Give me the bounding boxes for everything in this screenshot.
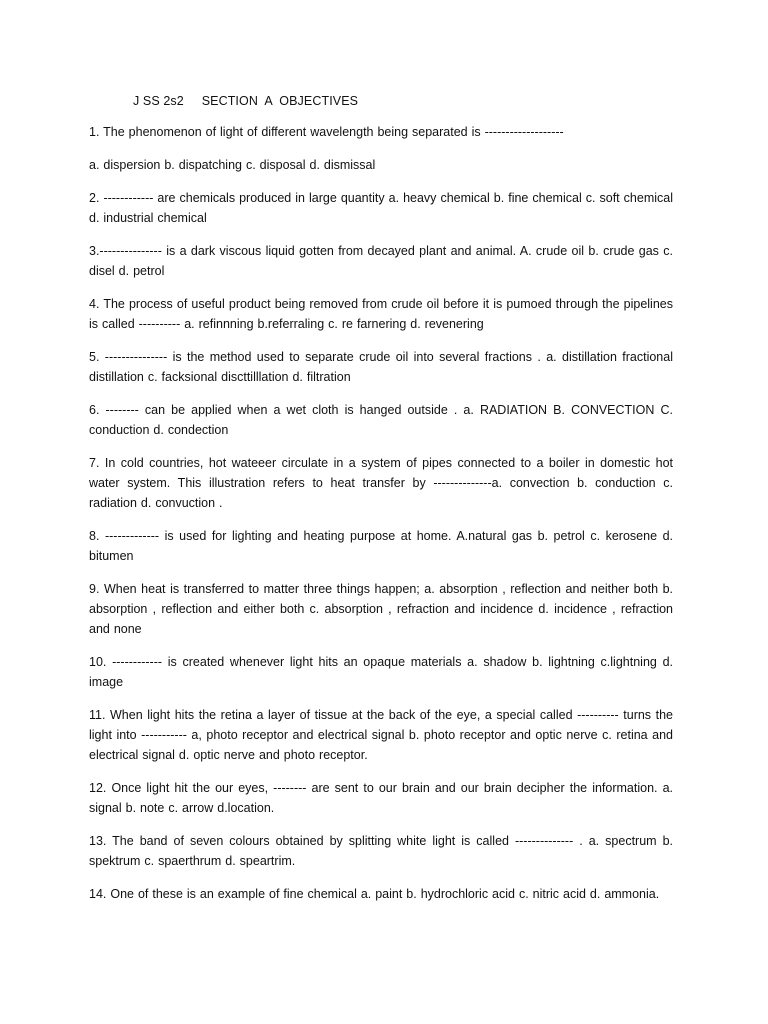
- question-1: 1. The phenomenon of light of different wavelength being separated is -------------------: [89, 125, 564, 139]
- question-4: 4. The process of useful product being removed from crude oil before it is pumoed through the pipelines is called ---------- a. refinnning b.referraling c. re farnering d. revenering: [89, 297, 673, 331]
- question-9: 9. When heat is transferred to matter three things happen; a. absorption , reflection and neither both b. absorption , reflection and either both c. absorption , refraction and incidence d. incidence , refraction and none: [89, 582, 673, 636]
- question-13: 13. The band of seven colours obtained by splitting white light is called -------------- . a. spectrum b. spektrum c. spaerthrum d. speartrim.: [89, 834, 673, 868]
- question-14: 14. One of these is an example of fine chemical a. paint b. hydrochloric acid c. nitric acid d. ammonia.: [89, 887, 660, 901]
- document-page: [89, 94, 673, 917]
- question-2: 2. ------------ are chemicals produced in large quantity a. heavy chemical b. fine chemical c. soft chemical d. industrial chemical: [89, 191, 673, 225]
- question-8: 8. ------------- is used for lighting and heating purpose at home. A.natural gas b. petrol c. kerosene d. bitumen: [89, 529, 673, 563]
- question-6: 6. -------- can be applied when a wet cloth is hanged outside . a. RADIATION B. CONVECTION C. conduction d. condection: [89, 403, 673, 437]
- question-11: 11. When light hits the retina a layer of tissue at the back of the eye, a special called ---------- turns the light into ----------- a, photo receptor and electrical signal b. photo receptor and optic nerve c. retina and electrical signal d. optic nerve and photo receptor.: [89, 708, 673, 762]
- question-12: 12. Once light hit the our eyes, -------- are sent to our brain and our brain decipher the information. a. signal b. note c. arrow d.location.: [89, 781, 673, 815]
- section-heading: J SS 2s2 SECTION A OBJECTIVES: [133, 94, 359, 108]
- question-5: 5. --------------- is the method used to separate crude oil into several fractions . a. distillation fractional distillation c. facksional discttilllation d. filtration: [89, 350, 673, 384]
- question-1-options: a. dispersion b. dispatching c. disposal d. dismissal: [89, 158, 376, 172]
- question-3: 3.--------------- is a dark viscous liquid gotten from decayed plant and animal. A. crude oil b. crude gas c. disel d. petrol: [89, 244, 673, 278]
- question-10: 10. ------------ is created whenever light hits an opaque materials a. shadow b. lightning c.lightning d. image: [89, 655, 673, 689]
- question-7: 7. In cold countries, hot wateeer circulate in a system of pipes connected to a boiler in domestic hot water system. This illustration refers to heat transfer by --------------a. convection b. conduction c. radiation d. convuction .: [89, 456, 673, 510]
